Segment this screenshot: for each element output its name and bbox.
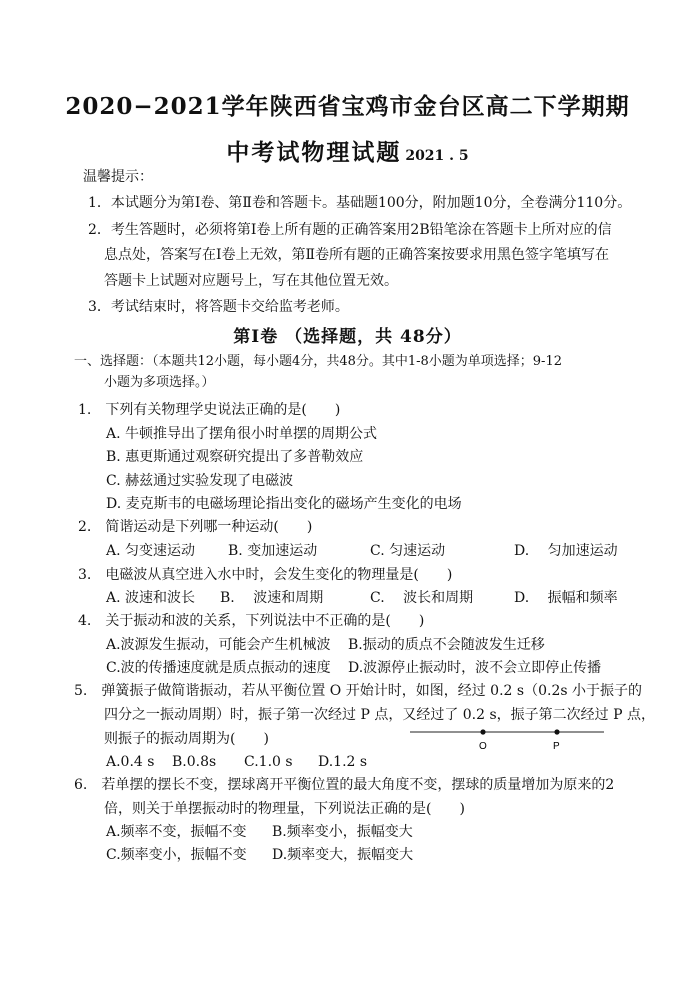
question-3-option-c: C. 波长和周期	[370, 590, 474, 606]
question-4-option-a: A.波源发生振动，可能会产生机械波	[106, 637, 331, 653]
question-2-option-c: C. 匀速运动	[370, 543, 446, 559]
exam-title-line2	[0, 134, 695, 167]
notice-item-2: 2．考生答题时，必须将第Ⅰ卷上所有题的正确答案用2B铅笔涂在答题卡上所对应的信	[88, 222, 612, 238]
question-6-option-b: B.频率变小，振幅变大	[272, 824, 413, 840]
question-2-option-a: A. 匀变速运动	[106, 543, 196, 559]
question-2-option-d: D. 匀加速运动	[514, 543, 618, 559]
question-5-option-b: B.0.8s	[172, 754, 217, 770]
question-4-stem: 4. 关于振动和波的关系，下列说法中不正确的是( )	[78, 613, 425, 629]
question-6-option-a: A.频率不变，振幅不变	[106, 824, 247, 840]
exam-date: 2021 . 5	[405, 148, 469, 164]
question-5-stem-2: 四分之一振动周期）时，振子第一次经过 P 点，又经过了 0.2 s，振子第二次经过 P 点，	[104, 707, 655, 723]
notice-item-3: 3．考试结束时，将答题卡交给监考老师。	[88, 299, 349, 315]
question-2-stem: 2. 简谐运动是下列哪一种运动( )	[78, 519, 313, 535]
point-p	[554, 729, 559, 734]
question-6-option-c: C.频率变小，振幅不变	[106, 847, 247, 863]
question-1-option-d: D. 麦克斯韦的电磁场理论指出变化的磁场产生变化的电场	[106, 496, 462, 512]
exam-title-text: 中考试物理试题	[226, 139, 402, 166]
question-1-stem: 1. 下列有关物理学史说法正确的是( )	[78, 402, 341, 418]
notice-item-1: 1．本试题分为第Ⅰ卷、第Ⅱ卷和答题卡。基础题100分，附加题10分，全卷满分110分。	[88, 195, 632, 211]
question-6-stem-2: 倍，则关于单摆振动时的物理量，下列说法正确的是( )	[104, 801, 465, 817]
question-4-option-b: B.振动的质点不会随波发生迁移	[348, 637, 545, 653]
exam-title-line1: 2020−2021学年陕西省宝鸡市金台区高二下学期期	[65, 93, 630, 120]
notice-item-2-cont1: 息点处，答案写在Ⅰ卷上无效，第Ⅱ卷所有题的正确答案按要求用黑色签字笔填写在	[104, 247, 610, 263]
notice-item-2-cont2: 答题卡上试题对应题号上，写在其他位置无效。	[104, 273, 398, 289]
question-2-option-b: B. 变加速运动	[228, 543, 318, 559]
notice-heading: 温馨提示：	[83, 169, 153, 185]
question-4-option-c: C.波的传播速度就是质点振动的速度	[106, 660, 331, 676]
spring-oscillator-figure	[408, 724, 608, 754]
question-5-option-a: A.0.4 s	[106, 754, 155, 770]
question-1-option-a: A. 牛顿推导出了摆角很小时单摆的周期公式	[106, 426, 378, 442]
question-1-option-b: B. 惠更斯通过观察研究提出了多普勒效应	[106, 449, 364, 465]
question-5-option-d: D.1.2 s	[318, 754, 368, 770]
point-o	[480, 729, 485, 734]
question-6-stem-1: 6. 若单摆的摆长不变，摆球离开平衡位置的最大角度不变，摆球的质量增加为原来的2	[74, 777, 615, 793]
question-5-stem-3: 则振子的振动周期为( )	[104, 731, 269, 747]
question-5-stem-1: 5. 弹簧振子做简谐振动，若从平衡位置 O 开始计时，如图，经过 0.2 s（0.2s 小于振子的	[74, 683, 642, 699]
question-6-option-d: D.频率变大，振幅变大	[272, 847, 414, 863]
question-5-option-c: C.1.0 s	[244, 754, 293, 770]
label-p: P	[553, 741, 560, 752]
question-3-stem: 3. 电磁波从真空进入水中时，会发生变化的物理量是( )	[78, 567, 453, 583]
question-1-option-c: C. 赫兹通过实验发现了电磁波	[106, 473, 294, 489]
question-4-option-d: D.波源停止振动时，波不会立即停止传播	[348, 660, 602, 676]
label-o: O	[479, 741, 487, 752]
section-instruction-1: 一、选择题：（本题共12小题，每小题4分，共48分。其中1-8小题为单项选择；9-12	[74, 354, 562, 369]
question-3-option-b: B. 波速和周期	[220, 590, 324, 606]
question-3-option-d: D. 振幅和频率	[514, 590, 618, 606]
question-3-option-a: A. 波速和波长	[106, 590, 196, 606]
section-instruction-2: 小题为多项选择。）	[104, 375, 215, 390]
part1-title: 第Ⅰ卷 （选择题，共 48分）	[233, 327, 462, 347]
